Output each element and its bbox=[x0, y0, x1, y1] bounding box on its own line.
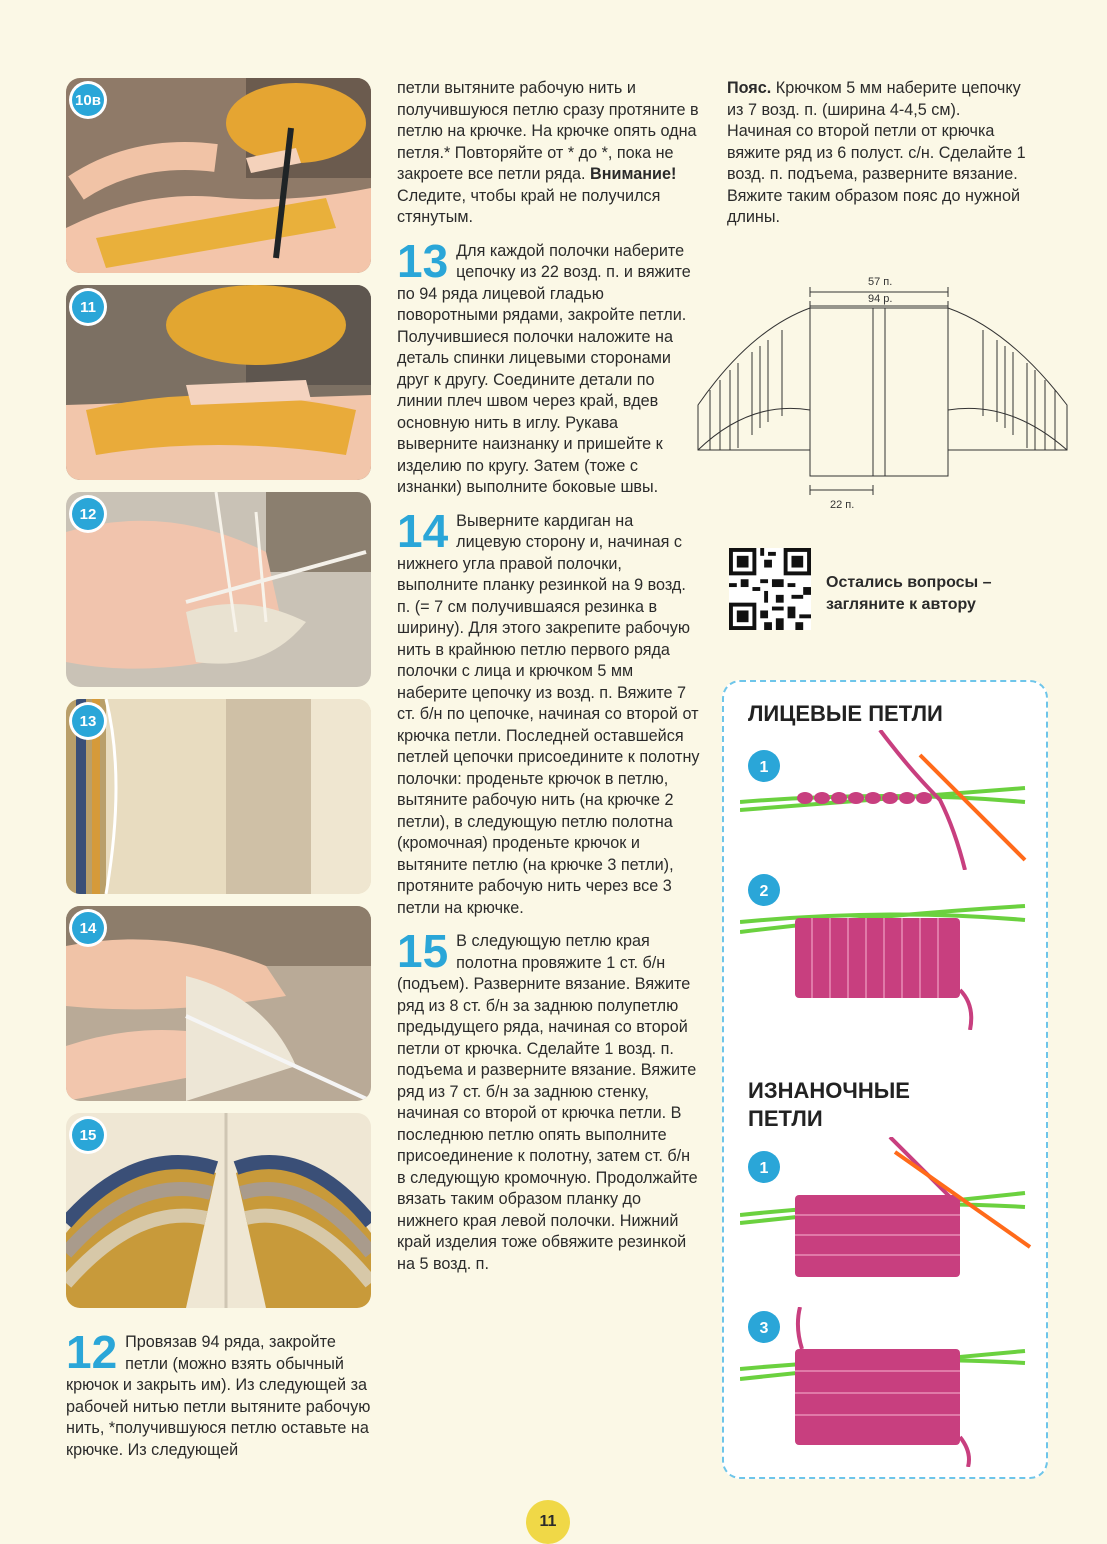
step-15-text bbox=[397, 925, 702, 1275]
qr-code-icon[interactable] bbox=[729, 548, 811, 630]
step-12-text bbox=[66, 1326, 371, 1461]
qr-caption: Остались вопросы – загляните к автору bbox=[826, 574, 992, 613]
step-badge: 1 bbox=[759, 1160, 769, 1177]
schema-rows-label: 94 р. bbox=[868, 293, 893, 305]
step-text: В следующую петлю края полотна провяжите 1 ст. б/н (подъем). Разверните вязание. Вяжите ряд из 8 ст. б/н за заднюю полупетлю предыдущего ряда, начиная со второй петли от крючка. Сделайте 1 возд. п. подъема и разверните вязание. Вяжите ряд из 7 ст. б/н за заднюю стенку, начиная со второй от крючка петли. В последнюю петлю опять выполните присоединение к полотну, затем ст. б/н в следующую кромочную. Продолжайте вязать таким образом планку до нижнего края левой полочки. Нижний край изделия тоже обвяжите резинкой на 5 возд. п. bbox=[397, 932, 698, 1273]
schema-width-label: 57 п. bbox=[868, 276, 893, 288]
belt-instructions bbox=[727, 78, 1027, 229]
step-number: 13 bbox=[397, 234, 449, 287]
attention-label: Внимание! bbox=[590, 165, 677, 183]
step-text: Провязав 94 ряда, закройте петли (можно взять обычный крючок и закрыть им). Из следующей за рабочей нитью петли вытяните рабочую нить, *получившуюся петлю оставьте на крючке. Из следующей bbox=[66, 1333, 371, 1459]
belt-text: Крючком 5 мм наберите цепочку из 7 возд. п. (ширина 4-4,5 см). Начиная со второй петли от крючка вяжите ряд из 6 полуст. с/н. Сделайте 1 возд. п. подъема, разверните вязание. Вяжите таким образом пояс до нужной длины. bbox=[727, 79, 1026, 226]
photo-step-badge: 15 bbox=[72, 1119, 104, 1151]
step-13-text bbox=[397, 234, 702, 499]
step-text: Выверните кардиган на лицевую сторону и, начиная с нижнего угла правой полочки, выполните планку резинкой на 9 возд. п. (= 7 см получившаяся резинка в ширину). Для этого закрепите рабочую нить в крайнюю петлю первого ряда полочки с лица и крючком 5 мм наберите цепочку из возд. п. Вяжите 7 ст. б/н по цепочке, начиная со второй от крючка петли. Последней оставшейся петлей цепочки присоедините к полотну полочки: проденьте крючок в петлю, вытяните рабочую нить (на крючке 2 петли), в следующую петлю полотна (кромочная) проденьте крючок и вытяните петлю (на крючке 3 петли), протяните рабочую нить через все 3 петли на крючке. bbox=[397, 511, 700, 917]
purl-step-3-illustration bbox=[740, 1307, 1040, 1467]
photo-step-12 bbox=[66, 492, 371, 687]
photo-step-badge: 14 bbox=[72, 912, 104, 944]
belt-label: Пояс. bbox=[727, 79, 772, 97]
schema-bottom-label: 22 п. bbox=[830, 499, 855, 511]
photo-step-11 bbox=[66, 285, 371, 480]
page-number: 11 bbox=[526, 1500, 570, 1544]
knit-stitches-title: ЛИЦЕВЫЕ ПЕТЛИ bbox=[748, 701, 943, 726]
column-middle bbox=[397, 78, 702, 1275]
photo-step-10v bbox=[66, 78, 371, 273]
photo-step-14 bbox=[66, 906, 371, 1101]
knit-step-1-illustration bbox=[740, 730, 1040, 870]
purl-stitches-title bbox=[748, 1077, 910, 1133]
step-badge: 3 bbox=[759, 1320, 769, 1337]
photo-step-badge: 10в bbox=[72, 84, 104, 116]
purl-title-line-1: ИЗНАНОЧНЫЕ bbox=[748, 1078, 910, 1103]
photo-step-badge: 11 bbox=[72, 291, 104, 323]
purl-step-1-illustration bbox=[740, 1137, 1040, 1287]
stitches-infobox bbox=[722, 680, 1048, 1479]
photo-step-badge: 12 bbox=[72, 498, 104, 530]
step-14-text bbox=[397, 504, 702, 920]
step-number: 15 bbox=[397, 925, 449, 977]
step-number: 14 bbox=[397, 504, 449, 557]
cardigan-schema bbox=[690, 270, 1075, 515]
photo-step-15 bbox=[66, 1113, 371, 1308]
step-text: Для каждой полочки наберите цепочку из 22 возд. п. и вяжите по 94 ряда лицевой гладью поворотными рядами, закройте петли. Получившиеся полочки наложите на деталь спинки лицевыми сторонами друг к другу. Соедините детали по линии плеч швом через край, вдев основную нить в иглу. Рукава выверните наизнанку и пришейте к изделию по кругу. Затем (тоже с изнанки) выполните боковые швы. bbox=[397, 241, 691, 496]
paragraph-end: Следите, чтобы край не получился стянутым. bbox=[397, 186, 661, 226]
paragraph-continuation: петли вытяните рабочую нить и получившуюся петлю сразу протяните в петлю на крючке. На крючке опять одна петля.* Повторяйте от * до *, пока не закроете все петли ряда. bbox=[397, 79, 699, 183]
step-badge: 2 bbox=[759, 883, 769, 900]
purl-title-line-2: ПЕТЛИ bbox=[748, 1106, 823, 1131]
photo-step-badge: 13 bbox=[72, 705, 104, 737]
photo-step-13 bbox=[66, 699, 371, 894]
step-number: 12 bbox=[66, 1326, 118, 1378]
knit-step-2-illustration bbox=[740, 870, 1040, 1030]
step-badge: 1 bbox=[759, 759, 769, 776]
